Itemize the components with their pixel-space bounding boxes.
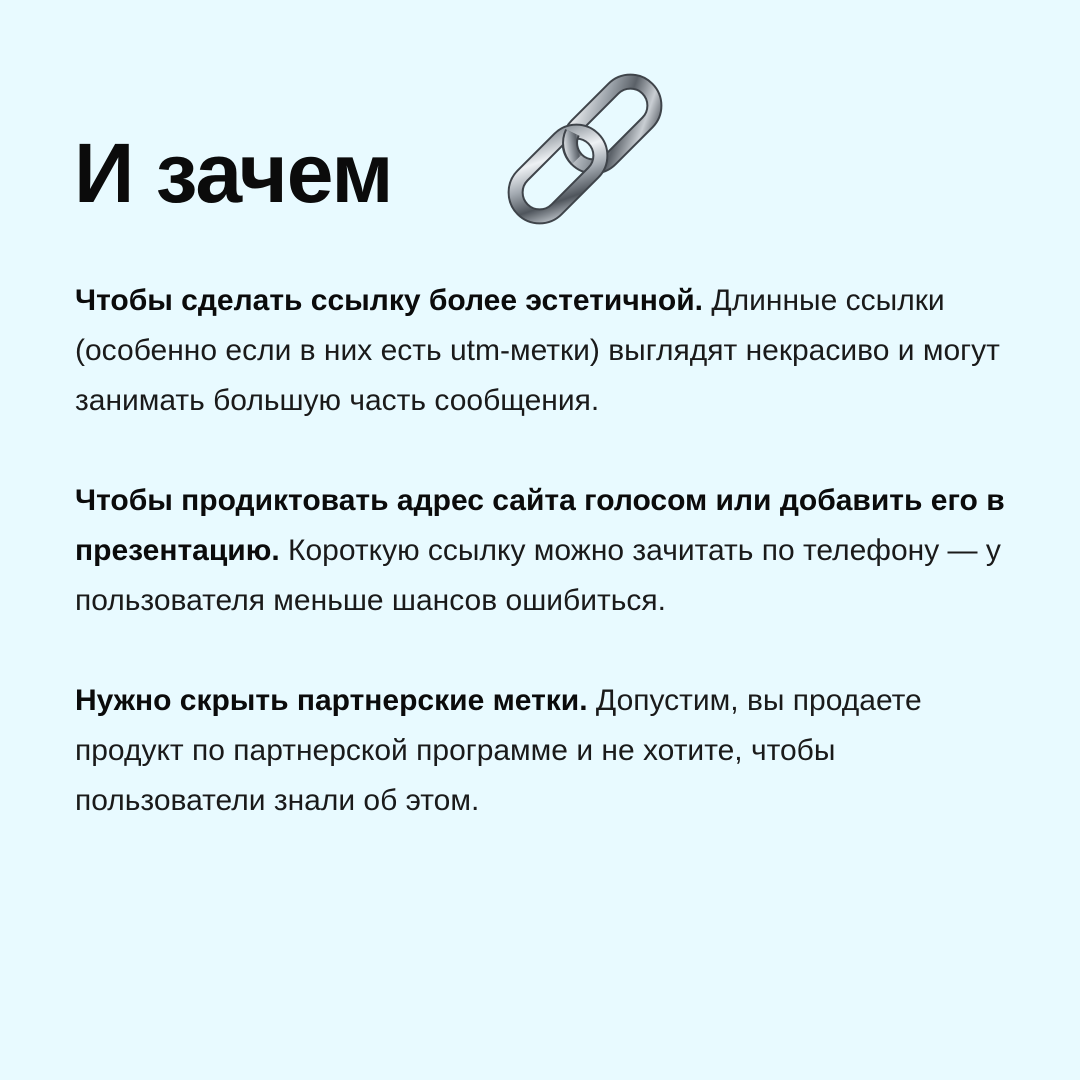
paragraph-aesthetic [75, 276, 1015, 426]
paragraph-body: Допустим, вы продаете продукт по партнерской программе и не хотите, чтобы пользователи знали об этом. [75, 684, 922, 817]
paragraph-partner [75, 676, 1015, 826]
header [74, 118, 393, 228]
paragraph-lead: Чтобы сделать ссылку более эстетичной. [75, 284, 703, 317]
chain-link-icon [500, 62, 676, 232]
paragraph-body: Короткую ссылку можно зачитать по телефону — у пользователя меньше шансов ошибиться. [75, 534, 1001, 617]
content [75, 276, 1015, 876]
paragraph-dictate [75, 476, 1015, 626]
chain-link-front [506, 122, 611, 227]
paragraph-body: Длинные ссылки (особенно если в них есть utm-метки) выглядят некрасиво и могут занимать большую часть сообщения. [75, 284, 1000, 417]
paragraph-lead: Нужно скрыть партнерские метки. [75, 684, 588, 717]
page-title: И зачем [74, 126, 393, 220]
paragraph-lead: Чтобы продиктовать адрес сайта голосом или добавить его в презентацию. [75, 484, 1005, 567]
